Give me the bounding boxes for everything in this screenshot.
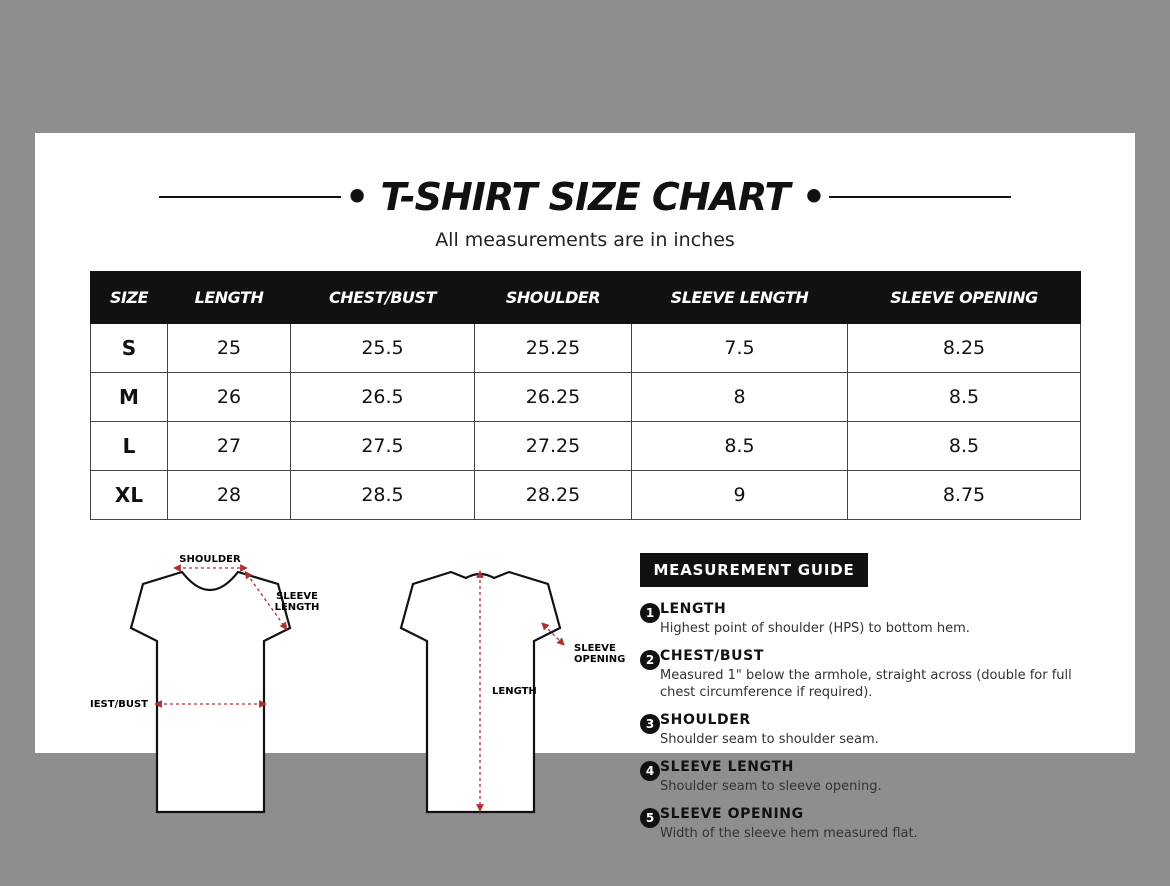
measurement-guide-heading: MEASUREMENT GUIDE xyxy=(640,553,868,587)
guide-item-description: Shoulder seam to shoulder seam. xyxy=(660,732,879,747)
shoulder-cell: 27.25 xyxy=(475,422,632,471)
guide-item-title: SLEEVE OPENING xyxy=(660,806,804,822)
guide-item-title: LENGTH xyxy=(660,601,727,617)
guide-item-description: Measured 1" below the armhole, straight across (double for full chest circumference if required). xyxy=(660,668,1072,700)
column-header-sleeve-length: SLEEVE LENGTH xyxy=(632,272,848,324)
size-cell: S xyxy=(91,324,168,373)
guide-item-description: Highest point of shoulder (HPS) to bottom hem. xyxy=(660,621,970,636)
sleeve-opening-cell: 8.75 xyxy=(848,471,1081,520)
length-cell: 25 xyxy=(168,324,291,373)
chest-bust-cell: 27.5 xyxy=(291,422,475,471)
chest-bust-cell: 25.5 xyxy=(291,324,475,373)
column-header-shoulder: SHOULDER xyxy=(475,272,632,324)
shoulder-cell: 26.25 xyxy=(475,373,632,422)
column-header-chest-bust: CHEST/BUST xyxy=(291,272,475,324)
length-label: LENGTH xyxy=(492,686,537,697)
guide-item-shoulder xyxy=(640,711,1090,748)
number-badge: 4 xyxy=(640,761,660,781)
shoulder-cell: 25.25 xyxy=(475,324,632,373)
number-badge: 5 xyxy=(640,808,660,828)
size-cell: M xyxy=(91,373,168,422)
guide-item-description: Width of the sleeve hem measured flat. xyxy=(660,826,918,841)
sleeve-length-label-line1: SLEEVE xyxy=(276,591,318,602)
title-bullet-left: • xyxy=(344,175,369,219)
sleeve-length-label-line2: LENGTH xyxy=(274,602,320,613)
guide-item-chest-bust xyxy=(640,647,1090,701)
length-cell: 26 xyxy=(168,373,291,422)
guide-item-length xyxy=(640,600,1090,637)
number-badge: 2 xyxy=(640,650,660,670)
length-cell: 27 xyxy=(168,422,291,471)
chest-bust-cell: 28.5 xyxy=(291,471,475,520)
column-header-length: LENGTH xyxy=(168,272,291,324)
guide-item-title: SHOULDER xyxy=(660,712,751,728)
column-header-size: SIZE xyxy=(91,272,168,324)
title-bullet-right: • xyxy=(801,175,825,219)
chest-bust-cell: 26.5 xyxy=(291,373,475,422)
sleeve-length-cell: 8.5 xyxy=(632,422,848,471)
chest-bust-label: IEST/BUST xyxy=(90,699,148,710)
number-badge: 3 xyxy=(640,714,660,734)
subtitle: All measurements are in inches xyxy=(435,229,735,251)
guide-item-title: SLEEVE LENGTH xyxy=(660,759,794,775)
shoulder-label: SHOULDER xyxy=(179,554,241,565)
shoulder-cell: 28.25 xyxy=(475,471,632,520)
guide-item-description: Shoulder seam to sleeve opening. xyxy=(660,779,882,794)
tshirt-front-outline xyxy=(131,572,290,812)
sleeve-length-cell: 8 xyxy=(632,373,848,422)
sleeve-opening-cell: 8.25 xyxy=(848,324,1081,373)
column-header-sleeve-opening: SLEEVE OPENING xyxy=(848,272,1081,324)
size-cell: L xyxy=(91,422,168,471)
sleeve-length-cell: 7.5 xyxy=(632,324,848,373)
guide-item-title: CHEST/BUST xyxy=(660,648,764,664)
size-cell: XL xyxy=(91,471,168,520)
sleeve-opening-label-line1: SLEEVE xyxy=(574,643,616,654)
sleeve-opening-label-line2: OPENING xyxy=(574,654,626,665)
title-text: T-SHIRT SIZE CHART xyxy=(380,175,790,219)
sleeve-opening-cell: 8.5 xyxy=(848,422,1081,471)
sleeve-length-cell: 9 xyxy=(632,471,848,520)
number-badge: 1 xyxy=(640,603,660,623)
sleeve-opening-cell: 8.5 xyxy=(848,373,1081,422)
length-cell: 28 xyxy=(168,471,291,520)
guide-item-sleeve-length xyxy=(640,758,1090,795)
guide-item-sleeve-opening xyxy=(640,805,1090,842)
